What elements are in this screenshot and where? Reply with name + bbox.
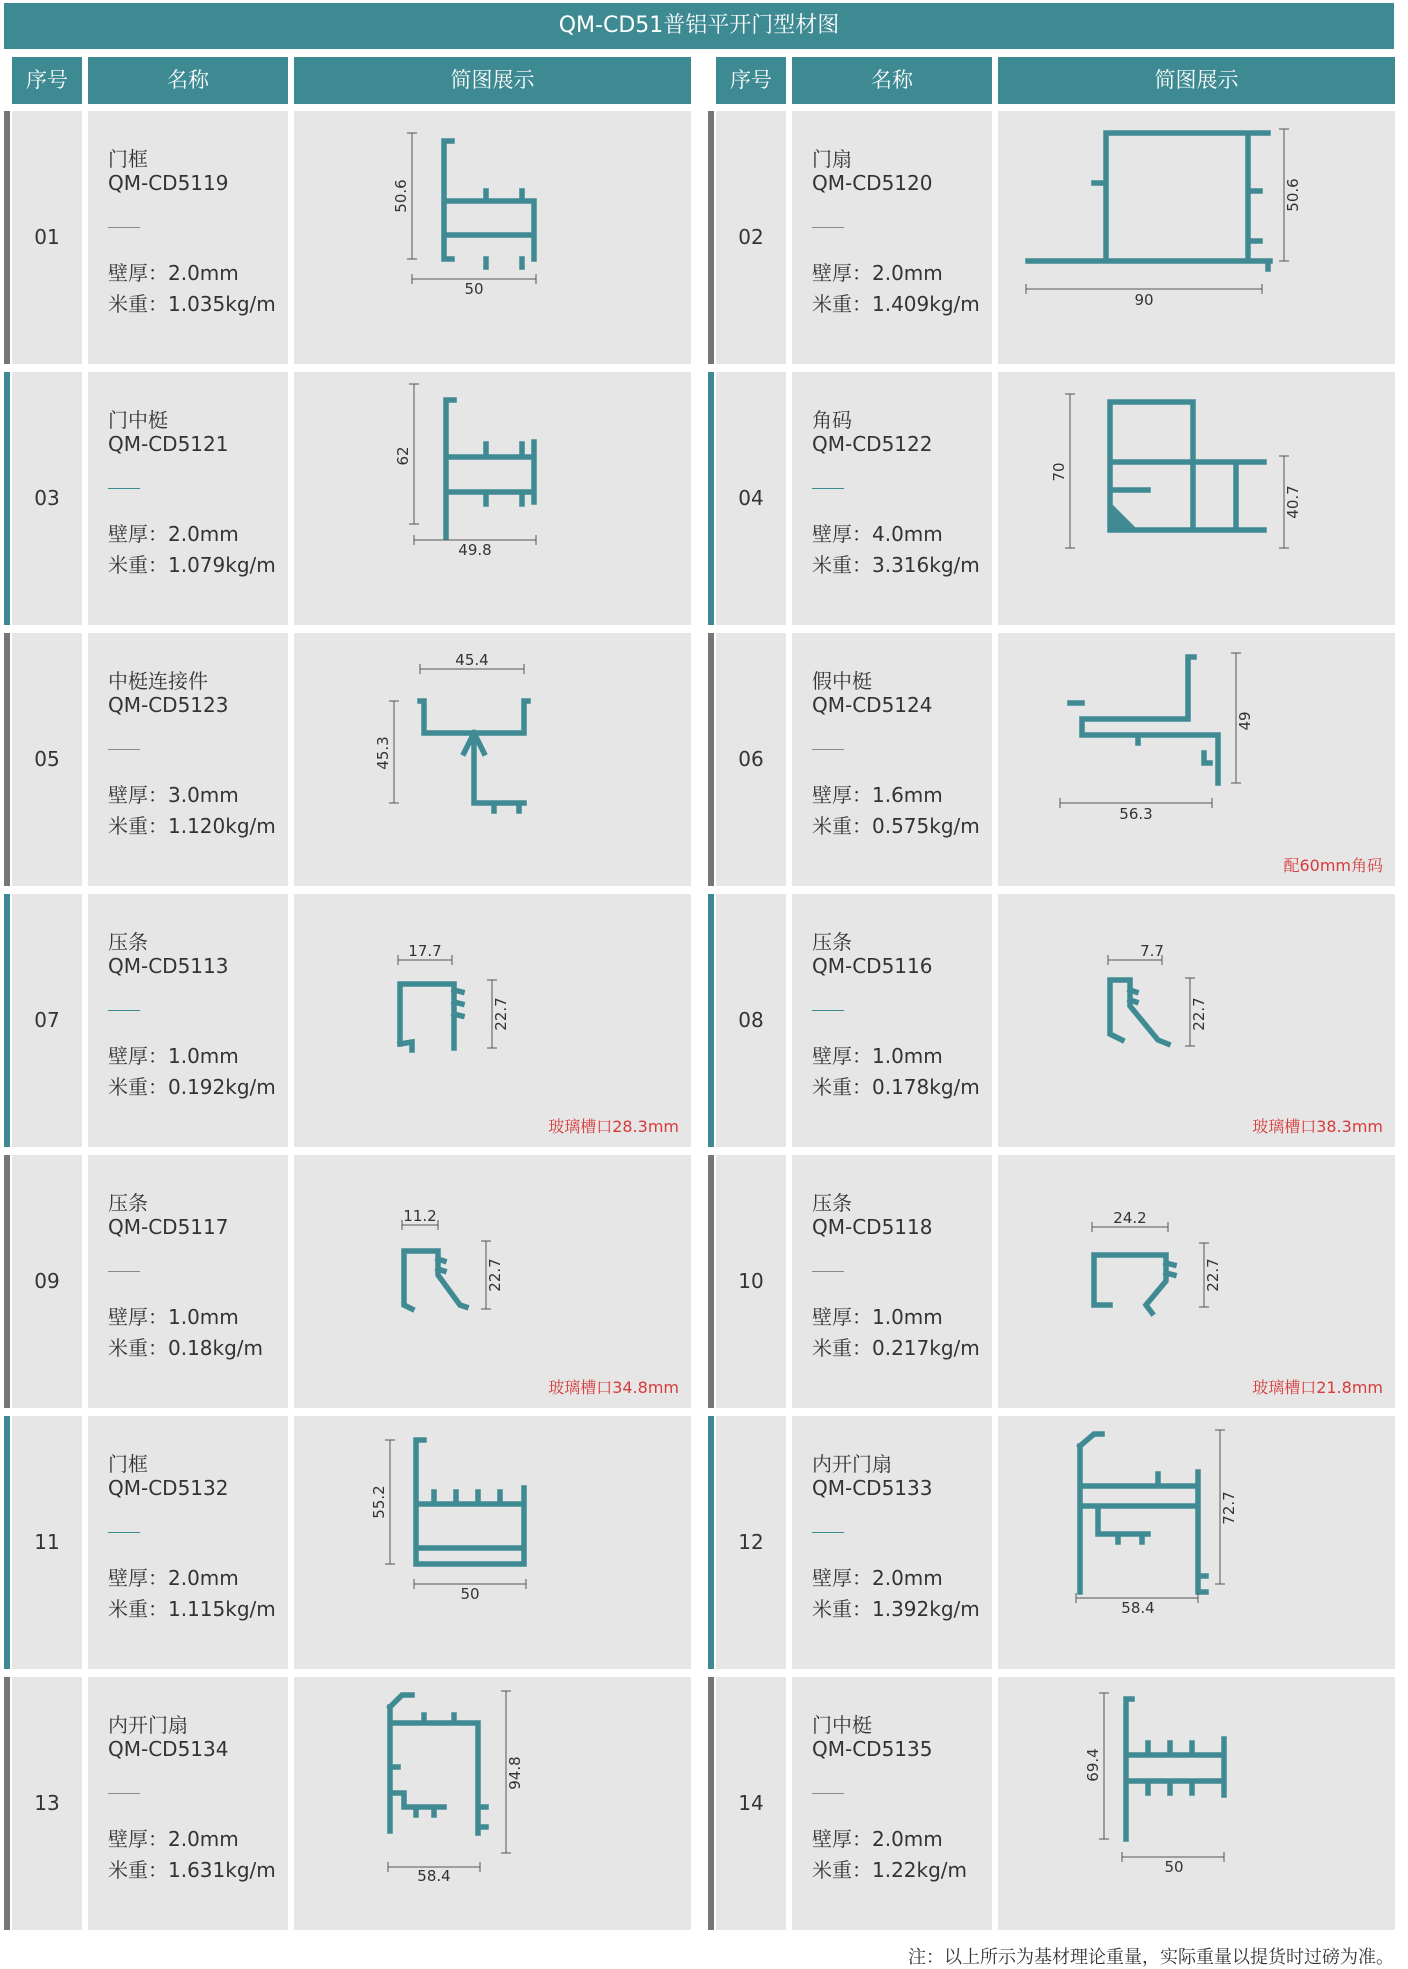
meter-weight: 米重：0.217kg/m: [812, 1336, 980, 1360]
wall-thickness: 壁厚：1.0mm: [108, 1305, 239, 1329]
profile-model: QM-CD5121: [108, 432, 229, 456]
row-accent-bar: [4, 1677, 10, 1930]
profile-info: [792, 894, 992, 1147]
dimension-label: 69.4: [1084, 1748, 1102, 1782]
profile-shape: [1080, 1434, 1206, 1592]
profile-model: QM-CD5123: [108, 693, 229, 717]
profile-model: QM-CD5124: [812, 693, 933, 717]
profile-info: [792, 633, 992, 886]
profile-shape: [1110, 980, 1168, 1044]
seq-number: 09: [12, 1155, 82, 1408]
seq-number: 02: [716, 111, 786, 364]
dimension-label: 50: [460, 1585, 480, 1603]
wall-thickness: 壁厚：4.0mm: [812, 522, 943, 546]
profile-sketch: [998, 1416, 1395, 1669]
profile-shape: [390, 1695, 486, 1833]
meter-weight: 米重：0.18kg/m: [108, 1336, 264, 1360]
profile-info: [792, 111, 992, 364]
header-seq-left: 序号: [12, 57, 82, 104]
glass-slot-note: 玻璃槽口34.8mm: [548, 1378, 679, 1397]
dimension-label: 50.6: [1284, 178, 1302, 212]
seq-number: 14: [716, 1677, 786, 1930]
profile-name: 门中梃: [812, 1713, 872, 1737]
profile-shape: [446, 400, 534, 537]
wall-thickness: 壁厚：2.0mm: [812, 1566, 943, 1590]
profile-name: 假中梃: [812, 669, 872, 693]
meter-weight: 米重：1.035kg/m: [108, 292, 276, 316]
divider-dash: [108, 1271, 140, 1272]
profile-drawing: [294, 1416, 691, 1669]
dimension-label: 58.4: [1121, 1599, 1155, 1617]
header-name-right: 名称: [792, 57, 992, 104]
profile-drawing: [294, 111, 691, 364]
profile-sketch: [294, 633, 691, 886]
dimension-label: 40.7: [1284, 485, 1302, 519]
profile-model: QM-CD5113: [108, 954, 229, 978]
dimension-label: 45.3: [374, 736, 392, 770]
profile-shape: [416, 1440, 524, 1564]
profile-shape: [400, 984, 462, 1050]
header-image-left: 简图展示: [294, 57, 691, 104]
seq-number: 03: [12, 372, 82, 625]
dimension-label: 62: [394, 446, 412, 466]
profile-model: QM-CD5120: [812, 171, 933, 195]
meter-weight: 米重：1.120kg/m: [108, 814, 276, 838]
dimension-label: 94.8: [506, 1756, 524, 1790]
header-image-right: 简图展示: [998, 57, 1395, 104]
dimension-label: 22.7: [492, 997, 510, 1031]
seq-number: 08: [716, 894, 786, 1147]
profile-drawing: [998, 372, 1395, 625]
profile-info: [88, 894, 288, 1147]
profile-drawing: [998, 633, 1395, 886]
seq-number: 01: [12, 111, 82, 364]
footnote: 注：以上所示为基材理论重量，实际重量以提货时过磅为准。: [908, 1947, 1394, 1968]
seq-number: 04: [716, 372, 786, 625]
glass-slot-note: 玻璃槽口21.8mm: [1252, 1378, 1383, 1397]
divider-dash: [812, 749, 844, 750]
profile-shape: [1094, 1255, 1174, 1313]
profile-info: [88, 1416, 288, 1669]
dimension-label: 22.7: [486, 1258, 504, 1292]
profile-info: [88, 1677, 288, 1930]
row-accent-bar: [708, 894, 714, 1147]
profile-shape: [420, 701, 528, 811]
profile-sketch: [294, 1416, 691, 1669]
profile-name: 角码: [812, 408, 852, 432]
meter-weight: 米重：3.316kg/m: [812, 553, 980, 577]
dimension-label: 22.7: [1190, 997, 1208, 1031]
meter-weight: 米重：1.392kg/m: [812, 1597, 980, 1621]
divider-dash: [108, 227, 140, 228]
dimension-label: 11.2: [403, 1207, 437, 1225]
profile-info: [792, 1416, 992, 1669]
profile-sketch: [294, 372, 691, 625]
profile-model: QM-CD5118: [812, 1215, 933, 1239]
row-accent-bar: [4, 1155, 10, 1408]
profile-model: QM-CD5132: [108, 1476, 229, 1500]
profile-drawing: [294, 1677, 691, 1930]
dimension-label: 70: [1050, 462, 1068, 482]
wall-thickness: 壁厚：2.0mm: [812, 261, 943, 285]
profile-shape: [1126, 1699, 1224, 1839]
header-seq-right: 序号: [716, 57, 786, 104]
profile-sketch: [294, 1677, 691, 1930]
dimension-label: 17.7: [408, 942, 442, 960]
divider-dash: [812, 227, 844, 228]
dimension-label: 24.2: [1113, 1209, 1147, 1227]
meter-weight: 米重：1.409kg/m: [812, 292, 980, 316]
dimension-label: 49.8: [458, 541, 492, 559]
profile-drawing: [998, 111, 1395, 364]
divider-dash: [812, 488, 844, 489]
row-accent-bar: [4, 111, 10, 364]
profile-drawing: [294, 894, 691, 1147]
profile-name: 压条: [108, 930, 148, 954]
glass-slot-note: 玻璃槽口38.3mm: [1252, 1117, 1383, 1136]
seq-number: 11: [12, 1416, 82, 1669]
profile-model: QM-CD5116: [812, 954, 933, 978]
profile-drawing: [998, 894, 1395, 1147]
divider-dash: [812, 1010, 844, 1011]
profile-info: [88, 111, 288, 364]
divider-dash: [812, 1532, 844, 1533]
divider-dash: [108, 1010, 140, 1011]
wall-thickness: 壁厚：2.0mm: [108, 1827, 239, 1851]
divider-dash: [108, 1793, 140, 1794]
profile-model: QM-CD5117: [108, 1215, 229, 1239]
dimension-label: 22.7: [1204, 1258, 1222, 1292]
profile-sketch: [998, 111, 1395, 364]
meter-weight: 米重：0.178kg/m: [812, 1075, 980, 1099]
meter-weight: 米重：1.631kg/m: [108, 1858, 276, 1882]
profile-name: 中梃连接件: [108, 669, 208, 693]
seq-number: 07: [12, 894, 82, 1147]
meter-weight: 米重：1.079kg/m: [108, 553, 276, 577]
profile-name: 门框: [108, 1452, 148, 1476]
seq-number: 05: [12, 633, 82, 886]
glass-slot-note: 玻璃槽口28.3mm: [548, 1117, 679, 1136]
divider-dash: [812, 1793, 844, 1794]
dimension-label: 90: [1134, 291, 1154, 309]
profile-info: [792, 1155, 992, 1408]
row-accent-bar: [708, 372, 714, 625]
seq-number: 06: [716, 633, 786, 886]
row-accent-bar: [708, 111, 714, 364]
meter-weight: 米重：0.192kg/m: [108, 1075, 276, 1099]
profile-info: [88, 372, 288, 625]
wall-thickness: 壁厚：1.0mm: [812, 1305, 943, 1329]
profile-shape: [1110, 402, 1264, 530]
profile-drawing: [998, 1677, 1395, 1930]
profile-sketch: [998, 633, 1395, 886]
profile-sketch: [998, 894, 1395, 1147]
divider-dash: [108, 488, 140, 489]
profile-shape: [1028, 133, 1270, 269]
wall-thickness: 壁厚：1.6mm: [812, 783, 943, 807]
profile-drawing: [294, 1155, 691, 1408]
divider-dash: [108, 1532, 140, 1533]
profile-sketch: [998, 372, 1395, 625]
profile-model: QM-CD5122: [812, 432, 933, 456]
row-accent-bar: [4, 1416, 10, 1669]
profile-drawing: [998, 1155, 1395, 1408]
header-name-left: 名称: [88, 57, 288, 104]
profile-drawing: [294, 633, 691, 886]
wall-thickness: 壁厚：1.0mm: [812, 1044, 943, 1068]
profile-info: [792, 1677, 992, 1930]
dimension-label: 49: [1236, 711, 1254, 731]
profile-model: QM-CD5119: [108, 171, 229, 195]
profile-model: QM-CD5135: [812, 1737, 933, 1761]
wall-thickness: 壁厚：2.0mm: [108, 522, 239, 546]
profile-info: [792, 372, 992, 625]
profile-name: 内开门扇: [108, 1713, 188, 1737]
meter-weight: 米重：0.575kg/m: [812, 814, 980, 838]
row-accent-bar: [4, 633, 10, 886]
profile-shape: [1070, 657, 1218, 783]
profile-name: 压条: [812, 1191, 852, 1215]
page-title: QM-CD51普铝平开门型材图: [4, 3, 1394, 49]
seq-number: 12: [716, 1416, 786, 1669]
profile-name: 门中梃: [108, 408, 168, 432]
dimension-label: 55.2: [370, 1485, 388, 1519]
dimension-label: 50.6: [392, 179, 410, 213]
dimension-label: 45.4: [455, 651, 489, 669]
profile-name: 内开门扇: [812, 1452, 892, 1476]
dimension-label: 58.4: [417, 1867, 451, 1885]
dimension-label: 50: [464, 280, 484, 298]
profile-name: 压条: [108, 1191, 148, 1215]
profile-drawing: [294, 372, 691, 625]
profile-sketch: [998, 1677, 1395, 1930]
divider-dash: [812, 1271, 844, 1272]
profile-info: [88, 633, 288, 886]
wall-thickness: 壁厚：2.0mm: [108, 1566, 239, 1590]
profile-info: [88, 1155, 288, 1408]
wall-thickness: 壁厚：3.0mm: [108, 783, 239, 807]
profile-model: QM-CD5133: [812, 1476, 933, 1500]
seq-number: 10: [716, 1155, 786, 1408]
profile-name: 压条: [812, 930, 852, 954]
divider-dash: [108, 749, 140, 750]
meter-weight: 米重：1.115kg/m: [108, 1597, 276, 1621]
profile-sketch: [998, 1155, 1395, 1408]
wall-thickness: 壁厚：2.0mm: [812, 1827, 943, 1851]
dimension-label: 50: [1164, 1858, 1184, 1876]
profile-model: QM-CD5134: [108, 1737, 229, 1761]
profile-sketch: [294, 111, 691, 364]
dimension-label: 72.7: [1220, 1491, 1238, 1525]
row-accent-bar: [4, 372, 10, 625]
dimension-label: 7.7: [1140, 942, 1164, 960]
row-accent-bar: [708, 1677, 714, 1930]
glass-slot-note: 配60mm角码: [1283, 856, 1383, 875]
row-accent-bar: [4, 894, 10, 1147]
profile-drawing: [998, 1416, 1395, 1669]
profile-name: 门扇: [812, 147, 852, 171]
profile-sketch: [294, 894, 691, 1147]
row-accent-bar: [708, 1155, 714, 1408]
dimension-label: 56.3: [1119, 805, 1153, 823]
row-accent-bar: [708, 633, 714, 886]
profile-name: 门框: [108, 147, 148, 171]
profile-sketch: [294, 1155, 691, 1408]
seq-number: 13: [12, 1677, 82, 1930]
wall-thickness: 壁厚：2.0mm: [108, 261, 239, 285]
meter-weight: 米重：1.22kg/m: [812, 1858, 968, 1882]
profile-shape: [444, 141, 534, 267]
wall-thickness: 壁厚：1.0mm: [108, 1044, 239, 1068]
row-accent-bar: [708, 1416, 714, 1669]
profile-shape: [404, 1251, 466, 1309]
